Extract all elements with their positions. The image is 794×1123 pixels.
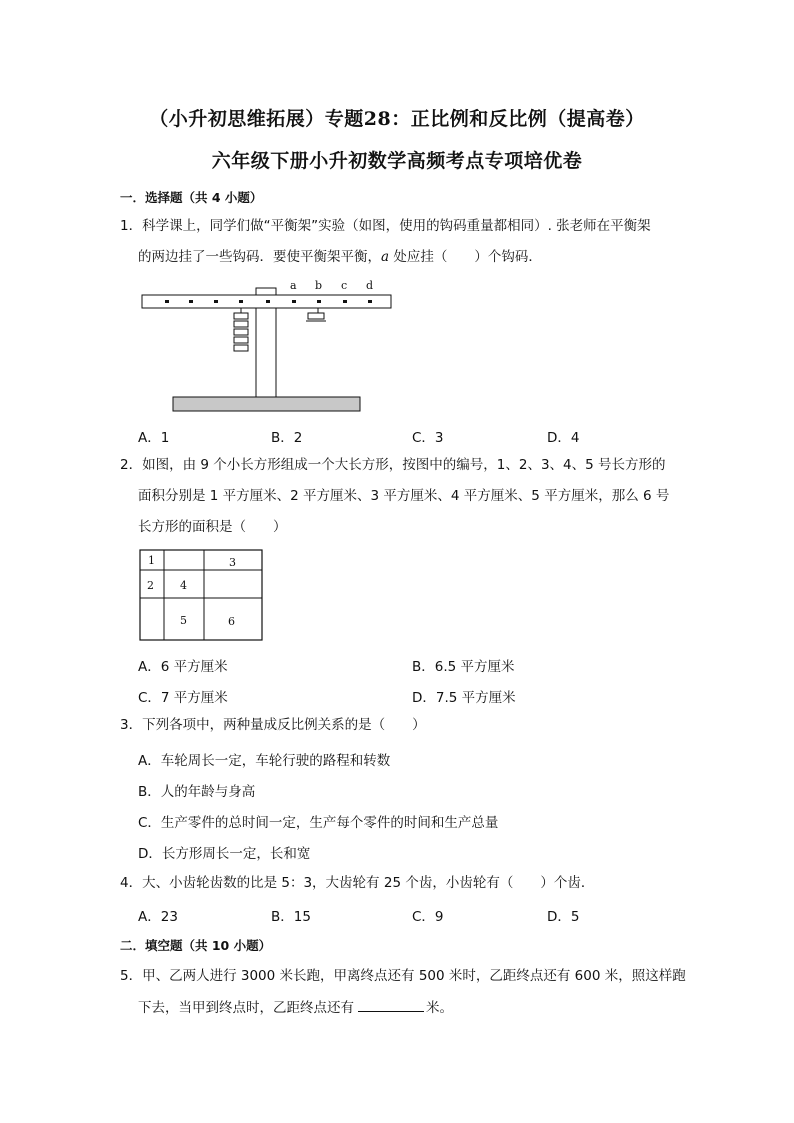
question-4-option-c[interactable]: C．9 [412, 909, 444, 925]
balance-frame-figure [135, 278, 395, 414]
question-2-line-3: 长方形的面积是（ ） [138, 519, 287, 535]
question-2-line-2: 面积分别是 1 平方厘米、2 平方厘米、3 平方厘米、4 平方厘米、5 平方厘米，那么 6 号 [138, 488, 670, 504]
beam-marker [214, 300, 218, 303]
question-1-line-2-start: 的两边挂了一些钩码．要使平衡架平衡， [138, 249, 381, 265]
question-1-line-2 [138, 247, 542, 267]
grid-label-2: 2 [147, 579, 154, 592]
beam-marker [266, 300, 270, 303]
beam-marker [292, 300, 296, 303]
question-4-option-a[interactable]: A．23 [138, 909, 178, 925]
grid-label-3: 3 [229, 556, 236, 569]
worksheet-subtitle: 六年级下册小升初数学高频考点专项培优卷 [211, 150, 583, 172]
question-2-option-b[interactable]: B．6.5 平方厘米 [412, 659, 515, 675]
position-label-d: d [366, 279, 374, 292]
question-2-option-d[interactable]: D．7.5 平方厘米 [412, 690, 516, 706]
answer-blank[interactable] [358, 997, 424, 1012]
question-2-line-1: 2．如图，由 9 个小长方形组成一个大长方形，按图中的编号，1、2、3、4、5 号长方形的 [120, 457, 666, 473]
question-3-option-c[interactable]: C．生产零件的总时间一定，生产每个零件的时间和生产总量 [138, 815, 499, 831]
grid-label-6: 6 [228, 615, 235, 628]
beam-marker [343, 300, 347, 303]
question-2-option-c[interactable]: C．7 平方厘米 [138, 690, 228, 706]
question-3-option-b[interactable]: B．人的年龄与身高 [138, 784, 256, 800]
question-5-line-2-end: 米。 [426, 1000, 453, 1016]
grid-outline [140, 550, 262, 640]
question-4-option-d[interactable]: D．5 [547, 909, 580, 925]
beam-marker [165, 300, 169, 303]
hook-weight [234, 337, 248, 343]
position-label-b: b [315, 279, 323, 292]
grid-label-4: 4 [180, 579, 187, 592]
hook-weight [234, 321, 248, 327]
question-1-line-1: 1．科学课上，同学们做“平衡架”实验（如图，使用的钩码重量都相同）. 张老师在平衡架 [120, 218, 651, 234]
position-label-c: c [341, 279, 348, 292]
question-1-line-2-end: 处应挂（ ）个钩码． [389, 249, 542, 265]
position-label-a: a [290, 279, 297, 292]
beam-marker [189, 300, 193, 303]
question-1-option-d[interactable]: D．4 [547, 430, 580, 446]
question-5-line-2 [138, 997, 453, 1018]
question-5-line-1: 5．甲、乙两人进行 3000 米长跑，甲离终点还有 500 米时，乙距终点还有 600 米，照这样跑 [120, 968, 686, 984]
hook-weight-right [308, 313, 324, 319]
beam-marker [239, 300, 243, 303]
hook-weight [234, 329, 248, 335]
hook-weight [234, 345, 248, 351]
beam-marker [317, 300, 321, 303]
question-1-option-b[interactable]: B．2 [271, 430, 303, 446]
worksheet-title: （小升初思维拓展）专题28：正比例和反比例（提高卷） [149, 108, 645, 130]
beam-marker [368, 300, 372, 303]
balance-base [173, 397, 360, 411]
left-weight-stack [234, 313, 248, 351]
grid-label-1: 1 [148, 554, 155, 567]
question-2-option-a[interactable]: A．6 平方厘米 [138, 659, 228, 675]
section-heading-fill-in: 二．填空题（共 10 小题） [120, 938, 272, 953]
question-5-line-2-start: 下去，当甲到终点时，乙距终点还有 [138, 1000, 354, 1016]
section-heading-choice: 一．选择题（共 4 小题） [120, 190, 263, 205]
question-1-option-c[interactable]: C．3 [412, 430, 444, 446]
grid-label-5: 5 [180, 614, 187, 627]
question-3-option-a[interactable]: A．车轮周长一定，车轮行驶的路程和转数 [138, 753, 391, 769]
question-4-line-1: 4．大、小齿轮齿数的比是 5：3，大齿轮有 25 个齿，小齿轮有（ ）个齿． [120, 875, 595, 891]
rectangle-grid-figure [139, 549, 265, 643]
question-4-option-b[interactable]: B．15 [271, 909, 311, 925]
hook-weight [234, 313, 248, 319]
question-1-option-a[interactable]: A．1 [138, 430, 170, 446]
question-3-line-1: 3．下列各项中，两种量成反比例关系的是（ ） [120, 717, 426, 733]
question-3-option-d[interactable]: D．长方形周长一定，长和宽 [138, 846, 311, 862]
question-1-variable-a: a [381, 249, 390, 265]
